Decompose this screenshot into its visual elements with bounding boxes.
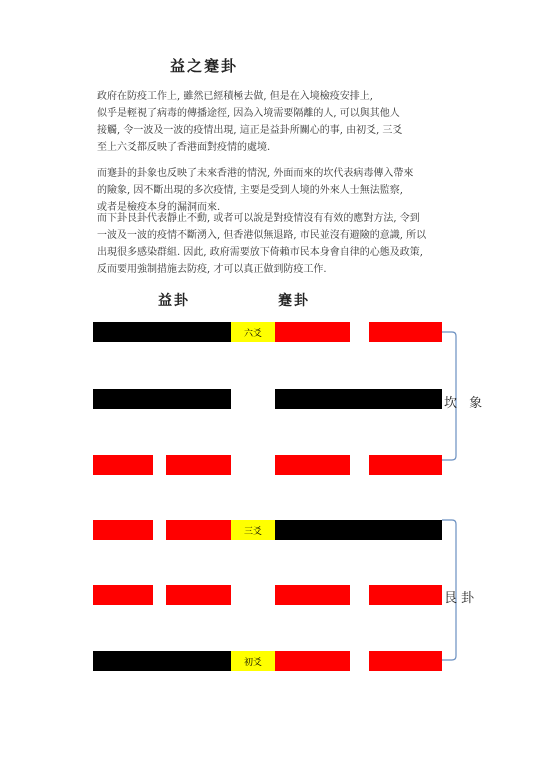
jian-line-6-yin-right [369,322,442,342]
tag-three-yao: 三爻 [231,520,275,540]
paragraph-line: 出現很多感染群組. 因此, 政府需要放下倚賴市民本身會自律的心態及政策, [97,247,423,258]
yi-line-1-yang [93,651,231,671]
paragraph-line: 一波及一波的疫情不斷湧入, 但香港似無退路, 市民並沒有避險的意識, 所以 [97,230,427,241]
jian-line-2-yin-left [275,585,350,605]
jian-line-4-yin-right [369,455,442,475]
jian-line-4-yin-left [275,455,350,475]
yi-line-4-yin-left [93,455,153,475]
jian-hexagram-label: 蹇卦 [278,293,310,309]
paragraph-line: 的險象, 因不斷出現的多次疫情, 主要是受到人境的外來人士無法監察, [97,185,403,196]
paragraph-2 [97,165,413,216]
paragraph-line: 接觸, 令一波及一波的疫情出現, 這正是益卦所關心的事, 由初爻, 三爻 [97,125,403,136]
tag-one-yao: 初爻 [231,651,275,671]
page-title: 益之蹇卦 [170,57,239,75]
paragraph-line: 而下卦艮卦代表靜止不動, 或者可以說是對疫情沒有有效的應對方法, 令到 [97,213,420,224]
paragraph-line: 政府在防疫工作上, 雖然已經積極去做, 但是在入境檢疫安排上, [97,91,373,102]
jian-line-1-yin-right [369,651,442,671]
tag-six-yao: 六爻 [231,322,275,342]
paragraph-line: 似乎是輕視了病毒的傳播途徑, 因為入境需要隔離的人, 可以與其他人 [97,108,400,119]
kan-trigram-label: 坎 象 [444,396,487,411]
trigram-brackets [440,320,470,680]
jian-line-2-yin-right [369,585,442,605]
paragraph-1 [97,88,402,156]
yi-line-2-yin-left [93,585,153,605]
jian-line-6-yin-left [275,322,350,342]
yi-hexagram-label: 益卦 [158,293,190,309]
yi-line-2-yin-right [166,585,231,605]
paragraph-3 [97,210,426,278]
paragraph-line: 或者是檢疫本身的漏洞而來. [97,202,221,213]
yi-line-3-yin-left [93,520,153,540]
gen-trigram-label: 艮卦 [444,591,479,606]
jian-line-5-yang [275,389,442,409]
yi-line-6-yang [93,322,231,342]
paragraph-line: 而蹇卦的卦象也反映了未來香港的情況, 外面而來的坎代表病毒傳入帶來 [97,168,414,179]
yi-line-5-yang [93,389,231,409]
jian-line-3-yang [275,520,442,540]
paragraph-line: 反而要用強制措施去防疫, 才可以真正做到防疫工作. [97,264,327,275]
yi-line-3-yin-right [166,520,231,540]
jian-line-1-yin-left [275,651,350,671]
yi-line-4-yin-right [166,455,231,475]
paragraph-line: 至上六爻都反映了香港面對疫情的處境. [97,142,271,153]
